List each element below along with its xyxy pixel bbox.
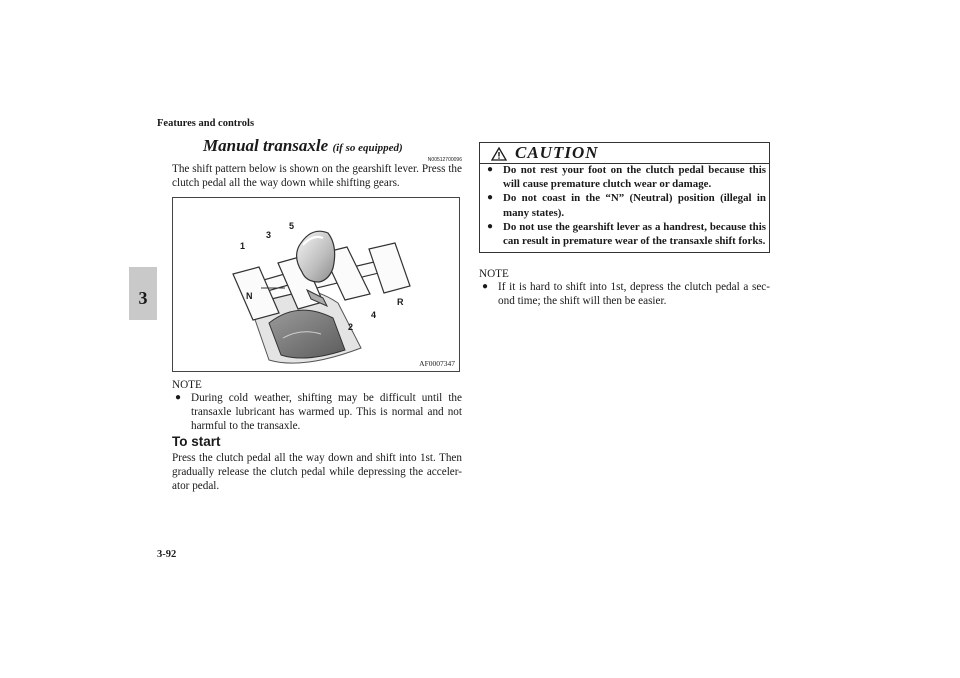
caution-title: CAUTION [515, 143, 599, 162]
gear-label-4: 4 [371, 310, 377, 320]
caution-box [479, 142, 770, 253]
to-start-heading: To start [172, 434, 221, 449]
note-item [172, 391, 462, 434]
bullet-icon: ● [487, 164, 494, 175]
bullet-icon: ● [487, 220, 494, 232]
gearshift-illustration [173, 198, 461, 373]
gear-label-2: 2 [348, 322, 354, 332]
chapter-tab-number: 3 [138, 288, 148, 308]
page-number: 3-92 [157, 549, 177, 560]
intro-paragraph: The shift pattern below is shown on the gearshift lever. Press the clutch pedal all the way down while shifting gears. [172, 163, 462, 190]
caution-item-text: Do not rest your foot on the clutch pedal because this will cause premature clutch wear or damage. [503, 164, 766, 191]
caution-item [484, 191, 766, 219]
note-heading: NOTE [479, 268, 509, 280]
gear-label-1: 1 [240, 241, 246, 251]
caution-item-text: Do not use the gearshift lever as a handrest, because this can result in premature wear of the transaxle shift forks. [503, 220, 766, 248]
shift-pattern-figure [172, 197, 460, 372]
caution-item [484, 220, 766, 248]
note-item-text: If it is hard to shift into 1st, depress the clutch pedal a sec-ond time; the shift will then be easier. [498, 281, 770, 308]
caution-list [484, 163, 766, 248]
gear-label-3: 3 [266, 230, 272, 240]
section-header: Features and controls [157, 118, 255, 129]
caution-header [480, 143, 769, 164]
note-item [479, 280, 770, 308]
bullet-icon: ● [487, 192, 494, 204]
title-sub: (if so equipped) [332, 142, 403, 154]
doc-code: N00512700096 [427, 157, 462, 163]
gear-label-reverse: R [397, 297, 404, 307]
note-heading: NOTE [172, 379, 202, 391]
to-start-paragraph: Press the clutch pedal all the way down and shift into 1st. Then gradually release the clutch pedal while depressing the acceler-ator pedal. [172, 452, 462, 493]
title-main: Manual transaxle [203, 136, 329, 155]
note-item-text: During cold weather, shifting may be difficult until the transaxle lubricant has warmed up. This is normal and not harmful to the transaxle. [191, 392, 462, 433]
caution-item-text: Do not coast in the “N” (Neutral) position (illegal in many states). [503, 192, 766, 219]
gear-label-5: 5 [289, 221, 295, 231]
page-title [203, 136, 403, 156]
warning-triangle-icon [491, 147, 507, 161]
gear-label-neutral: N [246, 291, 253, 301]
note-block-right [479, 268, 770, 308]
bullet-icon: ● [482, 281, 489, 292]
caution-item [484, 163, 766, 191]
note-block-left [172, 379, 462, 434]
bullet-icon: ● [175, 392, 182, 403]
figure-code: AF0007347 [419, 359, 455, 368]
